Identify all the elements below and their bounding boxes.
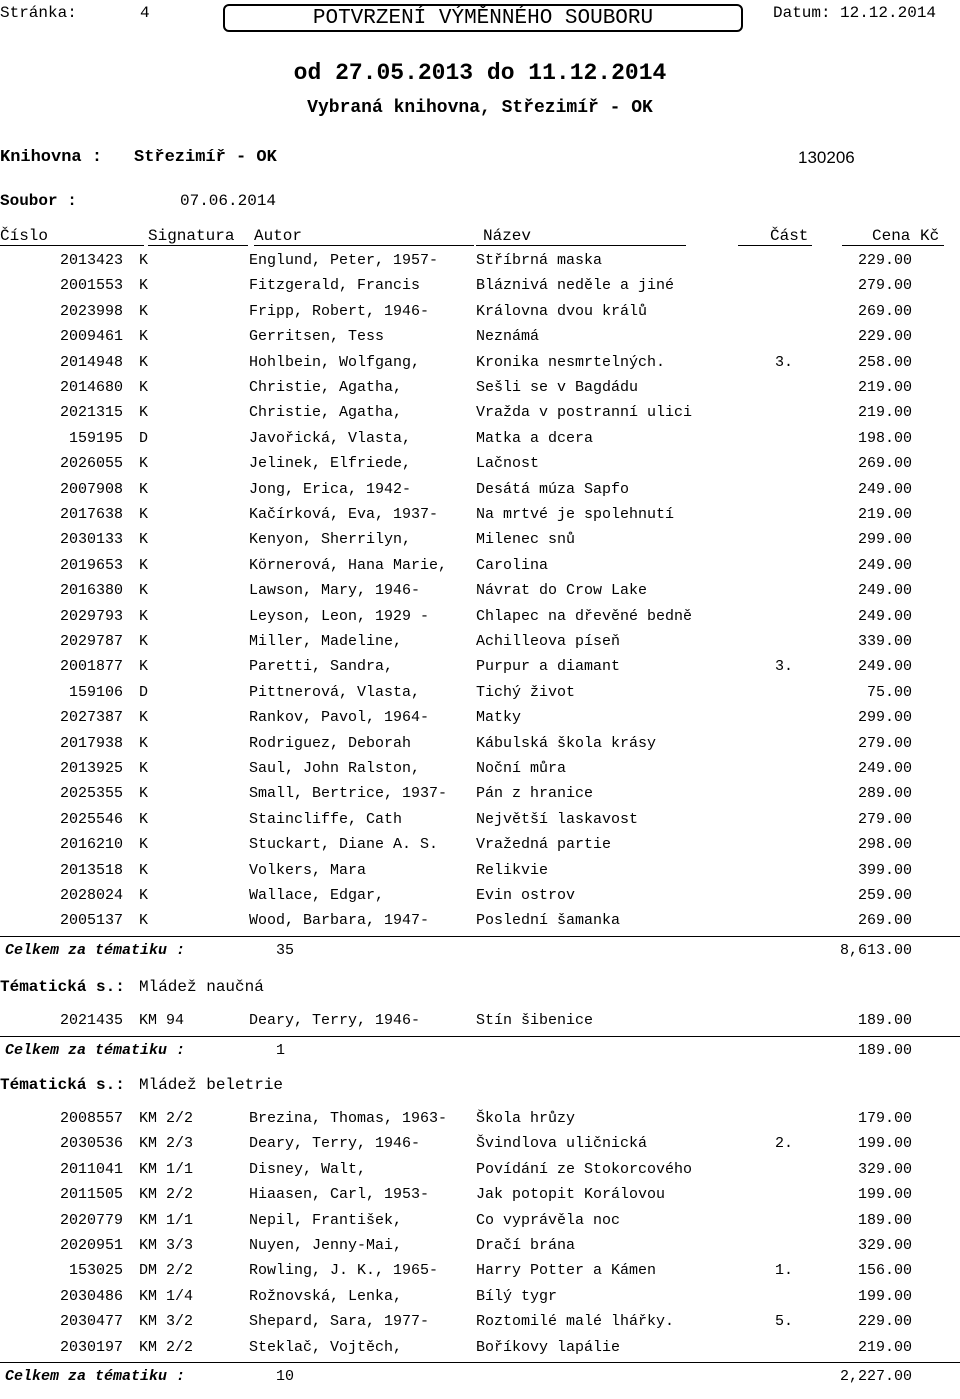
item-author: Fitzgerald, Francis bbox=[249, 277, 421, 295]
item-title: Roztomilé malé lhářky. bbox=[476, 1313, 675, 1331]
date-label: Datum: bbox=[773, 4, 831, 22]
section-total bbox=[0, 1366, 960, 1388]
item-price: 219.00 bbox=[857, 379, 912, 396]
item-author: Nepil, František, bbox=[249, 1211, 403, 1229]
section-name: Mládež naučná bbox=[139, 978, 264, 996]
item-price: 269.00 bbox=[857, 302, 912, 320]
item-price: 399.00 bbox=[857, 861, 912, 879]
item-author: Small, Bertrice, 1937- bbox=[249, 785, 448, 803]
item-price: 279.00 bbox=[857, 277, 912, 295]
item-signatura: KM 3/3 bbox=[139, 1237, 194, 1254]
item-part: 3. bbox=[775, 353, 794, 371]
table-row bbox=[0, 375, 960, 400]
item-price: 339.00 bbox=[857, 633, 912, 650]
table-row bbox=[0, 781, 960, 806]
table-row bbox=[0, 477, 960, 502]
col-cislo: Číslo bbox=[0, 227, 49, 245]
item-signatura: K bbox=[139, 404, 149, 422]
item-author: Kenyon, Sherrilyn, bbox=[249, 531, 412, 549]
item-title: Kábulská škola krásy bbox=[476, 734, 657, 752]
item-price: 298.00 bbox=[857, 836, 912, 854]
item-number: 2026055 bbox=[59, 455, 123, 473]
item-author: Shepard, Sara, 1977- bbox=[249, 1313, 430, 1331]
table-row bbox=[0, 1335, 960, 1360]
item-signatura: K bbox=[139, 480, 149, 498]
table-row bbox=[0, 248, 960, 273]
table-row bbox=[0, 1233, 960, 1258]
item-author: Kačírková, Eva, 1937- bbox=[249, 506, 439, 523]
item-signatura: K bbox=[139, 836, 149, 854]
item-number: 2001553 bbox=[59, 277, 123, 295]
item-title: Harry Potter a Kámen bbox=[476, 1262, 657, 1280]
library-label: Knihovna : bbox=[0, 148, 103, 167]
item-number: 2027387 bbox=[59, 709, 123, 727]
item-title: Kronika nesmrtelných. bbox=[476, 353, 666, 371]
item-price: 269.00 bbox=[857, 912, 912, 930]
col-underline bbox=[0, 245, 144, 246]
item-signatura: K bbox=[139, 302, 149, 320]
item-number: 2011505 bbox=[59, 1186, 123, 1204]
item-signatura: KM 2/3 bbox=[139, 1135, 194, 1153]
item-price: 156.00 bbox=[857, 1262, 912, 1280]
item-price: 329.00 bbox=[857, 1237, 912, 1254]
table-row bbox=[0, 426, 960, 451]
table-row bbox=[0, 654, 960, 679]
item-title: Pán z hranice bbox=[476, 785, 594, 803]
item-price: 249.00 bbox=[857, 556, 912, 574]
item-signatura: D bbox=[139, 429, 149, 447]
item-signatura: KM 1/4 bbox=[139, 1287, 194, 1305]
col-nazev: Název bbox=[483, 227, 532, 245]
item-title: Švindlova uličnická bbox=[476, 1135, 648, 1153]
col-autor: Autor bbox=[254, 227, 303, 245]
item-number: 2030197 bbox=[59, 1338, 123, 1356]
item-title: Matka a dcera bbox=[476, 429, 594, 447]
table-row bbox=[0, 1309, 960, 1334]
item-signatura: K bbox=[139, 912, 149, 930]
item-author: Wallace, Edgar, bbox=[249, 887, 385, 904]
item-title: Purpur a diamant bbox=[476, 658, 621, 676]
library-code: 130206 bbox=[798, 148, 855, 167]
item-title: Boříkovy lapálie bbox=[476, 1338, 621, 1356]
item-part: 2. bbox=[775, 1135, 794, 1153]
item-author: Christie, Agatha, bbox=[249, 379, 403, 396]
item-author: Jelinek, Elfriede, bbox=[249, 455, 412, 473]
item-author: Deary, Terry, 1946- bbox=[249, 1135, 421, 1153]
item-author: Volkers, Mara bbox=[249, 861, 367, 879]
item-author: Paretti, Sandra, bbox=[249, 658, 394, 676]
item-author: Steklač, Vojtěch, bbox=[249, 1338, 403, 1356]
item-title: Bílý tygr bbox=[476, 1287, 558, 1305]
item-price: 179.00 bbox=[857, 1110, 912, 1127]
item-signatura: K bbox=[139, 582, 149, 600]
item-price: 199.00 bbox=[857, 1135, 912, 1153]
item-price: 219.00 bbox=[857, 404, 912, 422]
item-title: Stříbrná maska bbox=[476, 252, 603, 269]
item-signatura: K bbox=[139, 506, 149, 523]
table-row bbox=[0, 1284, 960, 1309]
item-number: 2029787 bbox=[59, 633, 123, 650]
total-price: 2,227.00 bbox=[839, 1368, 912, 1385]
item-author: Leyson, Leon, 1929 - bbox=[249, 607, 430, 625]
item-price: 229.00 bbox=[857, 252, 912, 269]
item-price: 249.00 bbox=[857, 582, 912, 600]
item-number: 2030133 bbox=[59, 531, 123, 549]
section-total-rule bbox=[0, 1362, 960, 1363]
item-part: 3. bbox=[775, 658, 794, 676]
section-total bbox=[0, 1040, 960, 1062]
section-name: Mládež beletrie bbox=[139, 1076, 284, 1094]
item-author: Nuyen, Jenny-Mai, bbox=[249, 1237, 403, 1254]
item-signatura: K bbox=[139, 861, 149, 879]
item-title: Co vyprávěla noc bbox=[476, 1211, 621, 1229]
item-price: 219.00 bbox=[857, 506, 912, 523]
item-title: Carolina bbox=[476, 556, 549, 574]
item-signatura: DM 2/2 bbox=[139, 1262, 194, 1280]
item-author: Wood, Barbara, 1947- bbox=[249, 912, 430, 930]
table-row bbox=[0, 273, 960, 298]
table-row bbox=[0, 756, 960, 781]
report-period: od 27.05.2013 do 11.12.2014 bbox=[293, 60, 667, 86]
item-signatura: K bbox=[139, 607, 149, 625]
report-subtitle: Vybraná knihovna, Střezimíř - OK bbox=[307, 98, 653, 118]
table-row bbox=[0, 705, 960, 730]
item-price: 75.00 bbox=[866, 683, 912, 701]
section-total-rule bbox=[0, 936, 960, 937]
item-signatura: K bbox=[139, 734, 149, 752]
item-price: 249.00 bbox=[857, 760, 912, 777]
table-row bbox=[0, 1131, 960, 1156]
item-title: Povídání ze Stokorcového bbox=[476, 1160, 693, 1178]
item-number: 2030536 bbox=[59, 1135, 123, 1153]
item-number: 2001877 bbox=[59, 658, 123, 676]
item-number: 2013925 bbox=[59, 760, 123, 777]
col-underline bbox=[476, 245, 686, 246]
item-author: Pittnerová, Vlasta, bbox=[249, 683, 421, 701]
item-author: Gerritsen, Tess bbox=[249, 328, 385, 346]
item-author: Lawson, Mary, 1946- bbox=[249, 582, 421, 600]
col-cena: Cena Kč bbox=[872, 227, 940, 245]
item-author: Stuckart, Diane A. S. bbox=[249, 836, 439, 854]
item-title: Chlapec na dřevěné bedně bbox=[476, 607, 693, 625]
total-label: Celkem za tématiku : bbox=[5, 1042, 186, 1059]
item-title: Škola hrůzy bbox=[476, 1110, 576, 1127]
item-signatura: D bbox=[139, 683, 149, 701]
item-number: 2009461 bbox=[59, 328, 123, 346]
total-price: 8,613.00 bbox=[839, 942, 912, 959]
item-author: Rowling, J. K., 1965- bbox=[249, 1262, 439, 1280]
total-label: Celkem za tématiku : bbox=[5, 1368, 186, 1385]
item-title: Vražda v postranní ulici bbox=[476, 404, 693, 422]
file-value: 07.06.2014 bbox=[180, 192, 277, 210]
item-signatura: KM 2/2 bbox=[139, 1110, 194, 1127]
item-title: Poslední šamanka bbox=[476, 912, 621, 930]
item-author: Christie, Agatha, bbox=[249, 404, 403, 422]
table-row bbox=[0, 604, 960, 629]
table-row bbox=[0, 299, 960, 324]
section-label: Tématická s.: bbox=[0, 978, 125, 996]
item-signatura: KM 3/2 bbox=[139, 1313, 194, 1331]
col-underline bbox=[842, 245, 944, 246]
item-number: 2013423 bbox=[59, 252, 123, 269]
item-price: 269.00 bbox=[857, 455, 912, 473]
item-author: Rožnovská, Lenka, bbox=[249, 1287, 403, 1305]
item-signatura: K bbox=[139, 633, 149, 650]
item-number: 2028024 bbox=[59, 887, 123, 904]
section-total-rule bbox=[0, 1036, 960, 1037]
item-title: Největší laskavost bbox=[476, 810, 639, 828]
item-author: Körnerová, Hana Marie, bbox=[249, 556, 448, 574]
item-title: Stín šibenice bbox=[476, 1012, 594, 1029]
item-number: 2025546 bbox=[59, 810, 123, 828]
item-price: 229.00 bbox=[857, 328, 912, 346]
table-row bbox=[0, 832, 960, 857]
table-row bbox=[0, 350, 960, 375]
item-number: 2020951 bbox=[59, 1237, 123, 1254]
item-title: Jak potopit Korálovou bbox=[476, 1186, 666, 1204]
item-signatura: K bbox=[139, 252, 149, 269]
item-number: 2013518 bbox=[59, 861, 123, 879]
item-price: 259.00 bbox=[857, 887, 912, 904]
col-cast: Část bbox=[770, 227, 809, 245]
table-row bbox=[0, 1157, 960, 1182]
item-title: Na mrtvé je spolehnutí bbox=[476, 506, 675, 523]
item-number: 2016380 bbox=[59, 582, 123, 600]
table-row bbox=[0, 451, 960, 476]
table-row bbox=[0, 908, 960, 933]
table-row bbox=[0, 324, 960, 349]
table-row bbox=[0, 400, 960, 425]
item-number: 2020779 bbox=[59, 1211, 123, 1229]
item-number: 2014948 bbox=[59, 353, 123, 371]
table-row bbox=[0, 680, 960, 705]
item-signatura: K bbox=[139, 277, 149, 295]
item-signatura: K bbox=[139, 785, 149, 803]
item-author: Javořická, Vlasta, bbox=[249, 429, 412, 447]
item-number: 2017638 bbox=[59, 506, 123, 523]
page-label: Stránka: bbox=[0, 4, 77, 22]
item-number: 2014680 bbox=[59, 379, 123, 396]
item-price: 249.00 bbox=[857, 658, 912, 676]
item-price: 258.00 bbox=[857, 353, 912, 371]
library-value: Střezimíř - OK bbox=[134, 148, 277, 167]
item-price: 249.00 bbox=[857, 607, 912, 625]
item-signatura: K bbox=[139, 353, 149, 371]
item-author: Rodriguez, Deborah bbox=[249, 734, 412, 752]
item-price: 279.00 bbox=[857, 810, 912, 828]
table-row bbox=[0, 731, 960, 756]
item-price: 249.00 bbox=[857, 480, 912, 498]
item-price: 189.00 bbox=[857, 1211, 912, 1229]
item-signatura: KM 94 bbox=[139, 1012, 185, 1029]
item-author: Hohlbein, Wolfgang, bbox=[249, 353, 421, 371]
item-author: Miller, Madeline, bbox=[249, 633, 403, 650]
item-title: Relikvie bbox=[476, 861, 549, 879]
item-number: 2023998 bbox=[59, 302, 123, 320]
item-number: 2029793 bbox=[59, 607, 123, 625]
item-number: 159106 bbox=[68, 683, 123, 701]
item-title: Tichý život bbox=[476, 683, 576, 701]
item-part: 5. bbox=[775, 1313, 794, 1331]
page-number: 4 bbox=[140, 4, 150, 22]
item-number: 2030477 bbox=[59, 1313, 123, 1331]
table-row bbox=[0, 1182, 960, 1207]
total-count: 35 bbox=[276, 942, 295, 959]
item-signatura: K bbox=[139, 379, 149, 396]
item-signatura: K bbox=[139, 709, 149, 727]
item-price: 289.00 bbox=[857, 785, 912, 803]
file-label: Soubor : bbox=[0, 192, 77, 210]
item-price: 219.00 bbox=[857, 1338, 912, 1356]
item-signatura: K bbox=[139, 531, 149, 549]
item-title: Noční můra bbox=[476, 760, 567, 777]
total-price: 189.00 bbox=[857, 1042, 912, 1059]
item-signatura: K bbox=[139, 455, 149, 473]
item-author: Jong, Erica, 1942- bbox=[249, 480, 412, 498]
col-underline bbox=[148, 245, 248, 246]
item-title: Dračí brána bbox=[476, 1237, 576, 1254]
item-number: 2021315 bbox=[59, 404, 123, 422]
item-title: Evin ostrov bbox=[476, 887, 576, 904]
table-row bbox=[0, 1106, 960, 1131]
item-author: Hiaasen, Carl, 1953- bbox=[249, 1186, 430, 1204]
table-row bbox=[0, 527, 960, 552]
table-row bbox=[0, 1008, 960, 1033]
item-author: Fripp, Robert, 1946- bbox=[249, 302, 430, 320]
item-title: Neznámá bbox=[476, 328, 540, 346]
item-author: Saul, John Ralston, bbox=[249, 760, 421, 777]
item-number: 2011041 bbox=[59, 1160, 123, 1178]
item-title: Sešli se v Bagdádu bbox=[476, 379, 639, 396]
item-number: 2030486 bbox=[59, 1287, 123, 1305]
item-number: 2005137 bbox=[59, 912, 123, 930]
col-underline bbox=[738, 245, 812, 246]
item-title: Vražedná partie bbox=[476, 836, 612, 854]
report-title: POTVRZENÍ VÝMĚNNÉHO SOUBORU bbox=[223, 4, 743, 32]
total-count: 10 bbox=[276, 1368, 295, 1385]
item-title: Desátá múza Sapfo bbox=[476, 480, 630, 498]
item-author: Staincliffe, Cath bbox=[249, 810, 403, 828]
item-title: Návrat do Crow Lake bbox=[476, 582, 648, 600]
table-row bbox=[0, 1208, 960, 1233]
item-signatura: K bbox=[139, 328, 149, 346]
total-label: Celkem za tématiku : bbox=[5, 942, 186, 959]
item-author: Brezina, Thomas, 1963- bbox=[249, 1110, 448, 1127]
col-signatura: Signatura bbox=[148, 227, 235, 245]
table-row bbox=[0, 629, 960, 654]
item-signatura: K bbox=[139, 658, 149, 676]
item-signatura: K bbox=[139, 760, 149, 777]
col-underline bbox=[254, 245, 474, 246]
total-count: 1 bbox=[276, 1042, 286, 1059]
item-signatura: K bbox=[139, 810, 149, 828]
item-author: Deary, Terry, 1946- bbox=[249, 1012, 421, 1029]
date-value: 12.12.2014 bbox=[840, 4, 937, 22]
item-price: 279.00 bbox=[857, 734, 912, 752]
item-title: Milenec snů bbox=[476, 531, 576, 549]
section-label: Tématická s.: bbox=[0, 1076, 125, 1094]
item-price: 199.00 bbox=[857, 1186, 912, 1204]
table-row bbox=[0, 553, 960, 578]
item-price: 199.00 bbox=[857, 1287, 912, 1305]
item-price: 299.00 bbox=[857, 531, 912, 549]
item-part: 1. bbox=[775, 1262, 794, 1280]
table-row bbox=[0, 883, 960, 908]
item-author: Disney, Walt, bbox=[249, 1160, 367, 1178]
item-signatura: KM 2/2 bbox=[139, 1186, 194, 1204]
table-row bbox=[0, 502, 960, 527]
item-signatura: KM 1/1 bbox=[139, 1160, 194, 1178]
item-title: Královna dvou králů bbox=[476, 302, 648, 320]
item-signatura: K bbox=[139, 556, 149, 574]
section-total bbox=[0, 940, 960, 962]
table-row bbox=[0, 578, 960, 603]
item-title: Bláznivá neděle a jiné bbox=[476, 277, 675, 295]
item-author: Rankov, Pavol, 1964- bbox=[249, 709, 430, 727]
item-signatura: KM 1/1 bbox=[139, 1211, 194, 1229]
item-signatura: K bbox=[139, 887, 149, 904]
item-price: 299.00 bbox=[857, 709, 912, 727]
item-price: 198.00 bbox=[857, 429, 912, 447]
item-author: Englund, Peter, 1957- bbox=[249, 252, 439, 269]
item-number: 159195 bbox=[68, 429, 123, 447]
item-number: 2025355 bbox=[59, 785, 123, 803]
item-number: 2019653 bbox=[59, 556, 123, 574]
item-number: 153025 bbox=[68, 1262, 123, 1280]
item-title: Matky bbox=[476, 709, 522, 727]
item-number: 2007908 bbox=[59, 480, 123, 498]
item-price: 229.00 bbox=[857, 1313, 912, 1331]
item-number: 2016210 bbox=[59, 836, 123, 854]
item-price: 329.00 bbox=[857, 1160, 912, 1178]
item-title: Achilleova píseň bbox=[476, 633, 621, 650]
item-number: 2021435 bbox=[59, 1012, 123, 1029]
item-number: 2017938 bbox=[59, 734, 123, 752]
table-row bbox=[0, 1258, 960, 1283]
table-row bbox=[0, 807, 960, 832]
table-row bbox=[0, 858, 960, 883]
item-price: 189.00 bbox=[857, 1012, 912, 1029]
item-number: 2008557 bbox=[59, 1110, 123, 1127]
item-signatura: KM 2/2 bbox=[139, 1338, 194, 1356]
item-title: Lačnost bbox=[476, 455, 540, 473]
